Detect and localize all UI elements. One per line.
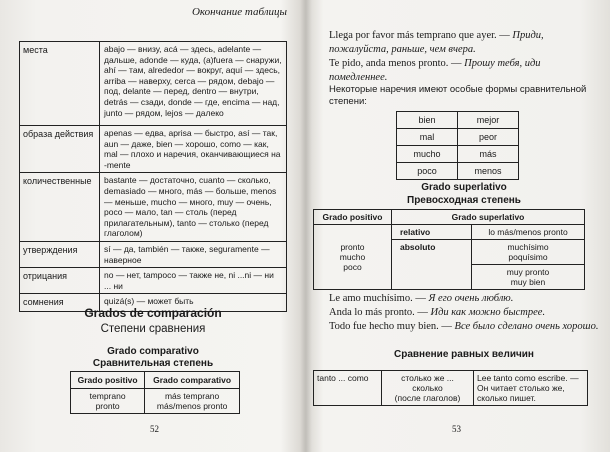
adverb-category-table xyxy=(19,41,287,312)
table-cell: mal xyxy=(397,129,458,146)
table-row xyxy=(397,163,519,180)
category-examples: apenas — едва, aprisa — быстро, así — так, aun — даже, bien — хорошо, como — как, mal — плохо и наречия, оканчивающиеся на -mente xyxy=(100,126,287,173)
category-examples: quizá(s) — может быть xyxy=(100,294,287,312)
cell-line: столько же ... xyxy=(401,373,454,383)
table-cell: relativo xyxy=(392,225,472,240)
column-header: Grado positivo xyxy=(71,372,145,389)
example-es: Anda lo más pronto. xyxy=(329,307,415,318)
category-name: отрицания xyxy=(20,268,100,294)
table-cell: mucho xyxy=(397,146,458,163)
table-row xyxy=(71,389,240,414)
example-paragraph: Le amo muchísimo. — Я его очень люблю. Anda lo más pronto. — Иди как можно быстрее. Todo fue hecho muy bien. — Все было сделано очень хорошо. xyxy=(329,293,599,332)
cell-line: сколько пишет. xyxy=(477,393,536,403)
example-paragraph: Llega por favor más temprano que ayer. — Приди, пожалуйста, раньше, чем вчера. Te pido, anda menos pronto. — Прошу тебя, иди помедленнее. xyxy=(329,30,544,83)
cell-line: poquísimo xyxy=(508,252,548,262)
table-cell: lo más/menos pronto xyxy=(472,225,585,240)
column-header: Grado superlativo xyxy=(392,210,585,225)
table-row xyxy=(20,241,287,267)
column-header: Grado comparativo xyxy=(145,372,240,389)
table-row xyxy=(20,42,287,126)
table-row xyxy=(397,112,519,129)
equality-table xyxy=(313,370,588,406)
column-header: Grado positivo xyxy=(314,210,392,225)
table-cell: menos xyxy=(458,163,519,180)
irregular-intro: Некоторые наречия имеют особые формы сравнительной степени: xyxy=(329,84,587,107)
category-name: утверждения xyxy=(20,241,100,267)
table-row xyxy=(20,268,287,294)
superlative-heading-ru: Превосходная степень xyxy=(407,195,521,206)
equality-heading: Сравнение равных величин xyxy=(394,349,534,360)
comparative-heading-ru: Сравнительная степень xyxy=(92,358,214,369)
cell-line: muy bien xyxy=(510,277,546,287)
table-cell: más xyxy=(458,146,519,163)
cell-line: más/menos pronto xyxy=(156,401,228,411)
table-cell xyxy=(472,265,585,290)
category-name: количественные xyxy=(20,173,100,242)
category-name: места xyxy=(20,42,100,126)
example-ru: Все было сделано очень хорошо. xyxy=(454,321,599,332)
cell-line: temprano xyxy=(89,391,126,401)
table-cell: tanto ... como xyxy=(314,371,382,406)
irregular-forms-table xyxy=(396,111,519,180)
table-cell xyxy=(382,371,474,406)
table-cell: peor xyxy=(458,129,519,146)
table-cell xyxy=(474,371,588,406)
table-header-row xyxy=(314,210,585,225)
table-row xyxy=(20,173,287,242)
example-ru: Иди как можно быстрее. xyxy=(430,307,546,318)
table-cell xyxy=(314,225,392,290)
example-ru: Прошу тебя, иди помедленнее. xyxy=(329,58,541,83)
example-ru: Приди, пожалуйста, раньше, чем вчера. xyxy=(329,30,544,55)
comparative-table xyxy=(70,371,240,414)
cell-line: pronto xyxy=(340,242,365,252)
category-name: сомнения xyxy=(20,294,100,312)
table-cell xyxy=(472,240,585,265)
cell-line: muy pronto xyxy=(506,267,550,277)
page-number: 53 xyxy=(452,424,461,434)
superlative-table xyxy=(313,209,585,290)
table-row xyxy=(397,129,519,146)
category-examples: abajo — внизу, acá — здесь, adelante — дальше, adonde — куда, (a)fuera — снаружи, ahí — там, alrededor — вокруг, aquí — здесь, arriba — наверху, cerca — рядом, debajo — под, delante — перед, dentro — внутри, detrás — сзади, donde — где, encima — над, junto — рядом, lejos — далеко xyxy=(100,42,287,126)
example-ru: Я его очень люблю. xyxy=(428,293,514,304)
section-subheading: Степени сравнения xyxy=(100,323,206,335)
cell-line: (после глаголов) xyxy=(394,393,461,403)
superlative-heading: Grado superlativo xyxy=(421,182,507,193)
page-number: 52 xyxy=(150,424,159,434)
table-cell: poco xyxy=(397,163,458,180)
table-cell: mejor xyxy=(458,112,519,129)
table-cell: absoluto xyxy=(392,240,472,290)
cell-line: poco xyxy=(343,262,362,272)
table-cell xyxy=(145,389,240,414)
cell-line: pronto xyxy=(95,401,120,411)
category-examples: bastante — достаточно, cuanto — сколько, demasiado — много, más — больше, menos — меньше, mucho — много, muy — очень, poco — мало, tan — столь (перед прилагательным), tanto — столько (перед глаголом) xyxy=(100,173,287,242)
category-examples: sí — да, también — также, seguramente — наверное xyxy=(100,241,287,267)
section-heading: Grados de comparación xyxy=(84,306,222,320)
cell-line: muchísimo xyxy=(507,242,549,252)
cell-line: Он читает столько же, xyxy=(477,383,565,393)
table-cell xyxy=(71,389,145,414)
table-row xyxy=(314,225,585,240)
example-es: Llega por favor más temprano que ayer. xyxy=(329,30,497,41)
cell-line: Lee tanto como escribe. — xyxy=(477,373,579,383)
table-row xyxy=(397,146,519,163)
example-es: Te pido, anda menos pronto. xyxy=(329,58,449,69)
right-page xyxy=(308,0,610,452)
running-head: Окончание таблицы xyxy=(191,6,287,18)
category-name: образа действия xyxy=(20,126,100,173)
table-header-row xyxy=(71,372,240,389)
example-es: Le amo muchísimo. xyxy=(329,293,413,304)
cell-line: сколько xyxy=(412,383,443,393)
comparative-heading: Grado comparativo xyxy=(107,346,199,357)
category-examples: no — нет, tampoco — также не, ni ...ni — ни ... ни xyxy=(100,268,287,294)
table-row xyxy=(314,371,588,406)
example-es: Todo fue hecho muy bien. xyxy=(329,321,439,332)
table-cell: bien xyxy=(397,112,458,129)
left-page xyxy=(0,0,303,452)
table-row xyxy=(20,126,287,173)
cell-line: mucho xyxy=(339,252,366,262)
cell-line: más temprano xyxy=(164,391,220,401)
